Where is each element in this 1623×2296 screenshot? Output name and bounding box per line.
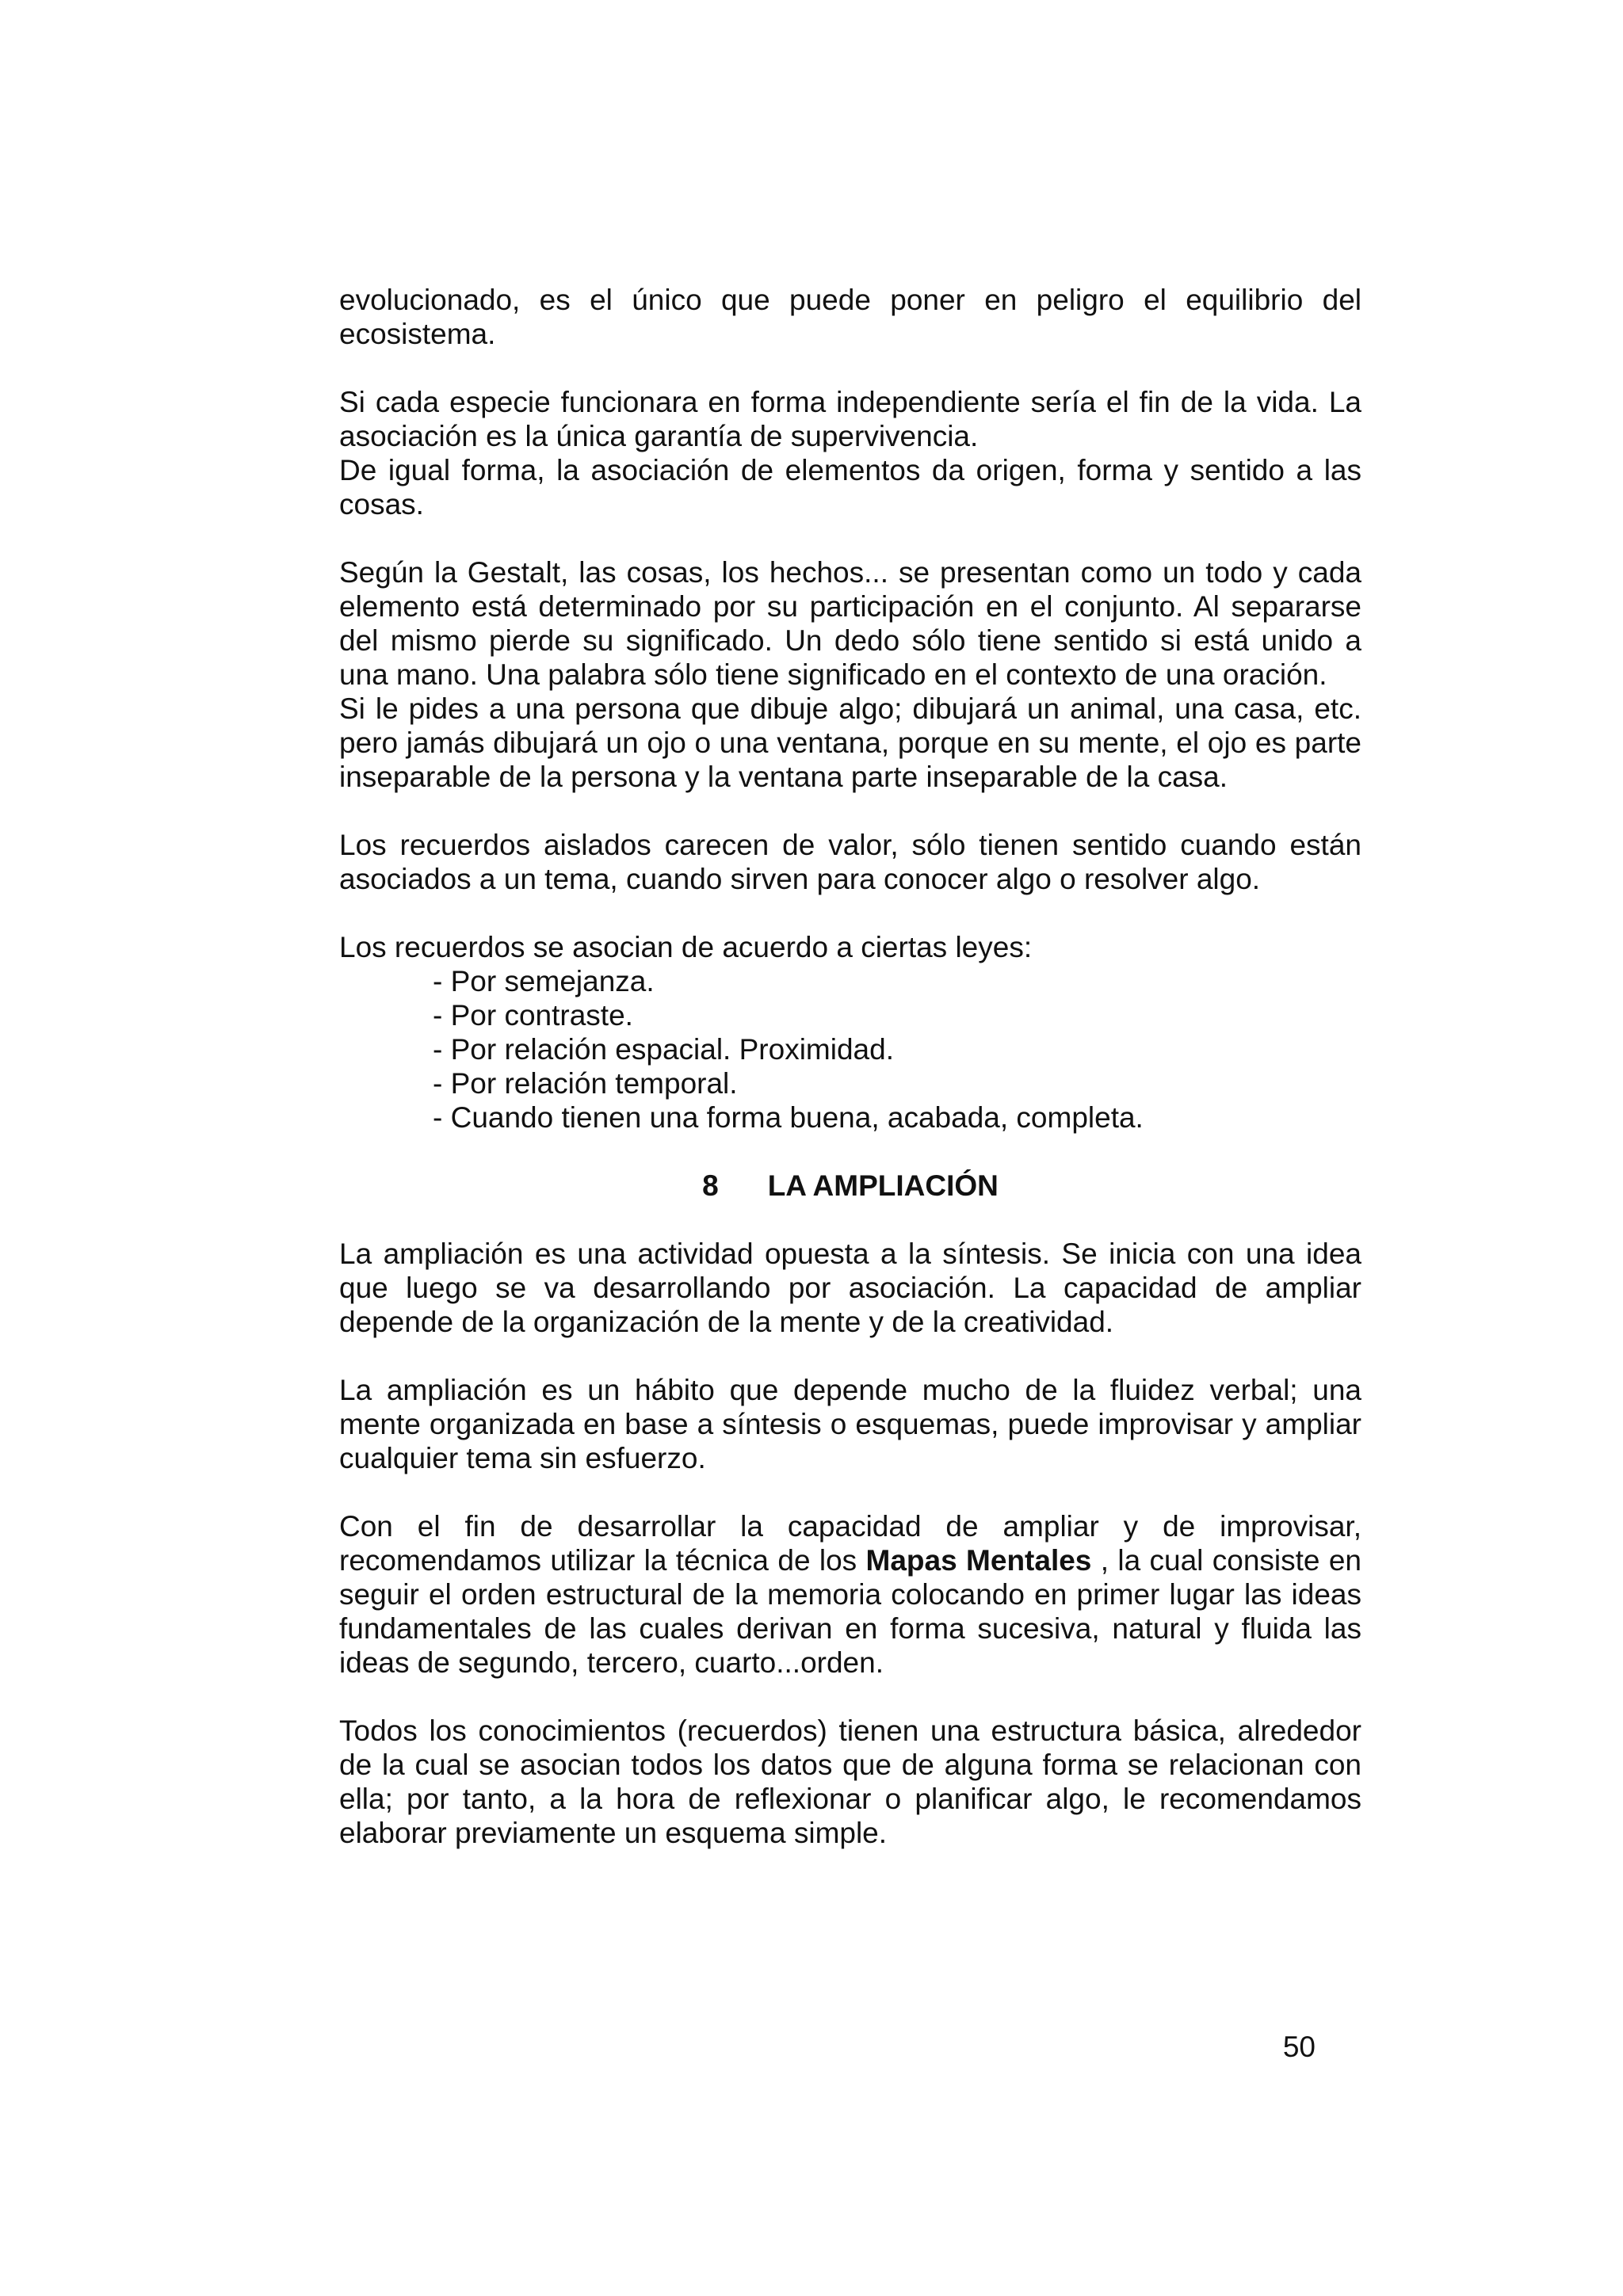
paragraph-leyes-asociacion [339,930,1361,1135]
paragraph-asociacion [339,385,1361,521]
list-intro: Los recuerdos se asocian de acuerdo a ciertas leyes: [339,931,1033,963]
page-content [339,283,1361,1884]
paragraph-conocimientos [339,1714,1361,1850]
text-line: de la cual se asocian todos los datos que de alguna forma se relacionan con [339,1749,1361,1781]
text-fragment: , la cual consiste en [1091,1544,1361,1577]
paragraph-mapas-mentales [339,1509,1361,1680]
text-line: que luego se va desarrollando por asociación. La capacidad de ampliar [339,1272,1361,1304]
list-item: - Por relación temporal. [433,1067,738,1100]
text-line: cosas. [339,488,424,521]
section-title: LA AMPLIACIÓN [767,1169,999,1202]
text-line: asociados a un tema, cuando sirven para conocer algo o resolver algo. [339,863,1261,895]
text-line: pero jamás dibujará un ojo o una ventana, porque en su mente, el ojo es parte [339,727,1361,759]
text-line: elemento está determinado por su participación en el conjunto. Al separarse [339,590,1361,623]
list-item: - Cuando tienen una forma buena, acabada, completa. [433,1101,1144,1134]
list-item: - Por contraste. [433,999,633,1032]
paragraph-ampliacion-habito [339,1373,1361,1475]
text-line: depende de la organización de la mente y de la creatividad. [339,1306,1114,1338]
page-number: 50 [1282,2031,1316,2063]
bold-term-mapas-mentales: Mapas Mentales [865,1544,1092,1577]
text-line: Según la Gestalt, las cosas, los hechos... se presentan como un todo y cada [339,556,1361,589]
text-line: Si le pides a una persona que dibuje algo; dibujará un animal, una casa, etc. [339,692,1361,725]
text-line: Con el fin de desarrollar la capacidad de ampliar y de improvisar, [339,1510,1361,1543]
text-line: fundamentales de las cuales derivan en forma sucesiva, natural y fluida las [339,1612,1361,1645]
text-line: seguir el orden estructural de la memoria colocando en primer lugar las ideas [339,1578,1361,1611]
text-line: La ampliación es una actividad opuesta a la síntesis. Se inicia con una idea [339,1238,1361,1270]
text-fragment: recomendamos utilizar la técnica de los [339,1544,866,1577]
text-line: asociación es la única garantía de supervivencia. [339,420,979,452]
section-heading [339,1169,1361,1203]
text-line: elaborar previamente un esquema simple. [339,1817,888,1849]
text-line: ideas de segundo, tercero, cuarto...orden. [339,1646,884,1679]
text-line: Los recuerdos aislados carecen de valor, sólo tienen sentido cuando están [339,829,1361,861]
text-line: una mano. Una palabra sólo tiene significado en el contexto de una oración. [339,658,1327,691]
paragraph-recuerdos-aislados [339,828,1361,896]
text-line: La ampliación es un hábito que depende mucho de la fluidez verbal; una [339,1374,1361,1406]
paragraph-ecosistema [339,283,1361,351]
text-line: mente organizada en base a síntesis o esquemas, puede improvisar y ampliar [339,1408,1361,1440]
text-line: inseparable de la persona y la ventana parte inseparable de la casa. [339,761,1228,793]
text-line: del mismo pierde su significado. Un dedo sólo tiene sentido si está unido a [339,624,1361,657]
list-item: - Por semejanza. [433,965,655,997]
text-line: evolucionado, es el único que puede poner en peligro el equilibrio del [339,284,1361,316]
text-line: Todos los conocimientos (recuerdos) tienen una estructura básica, alrededor [339,1714,1361,1747]
paragraph-gestalt [339,555,1361,794]
text-line: De igual forma, la asociación de elementos da origen, forma y sentido a las [339,454,1361,486]
text-line-with-bold [339,1543,1361,1577]
section-number: 8 [702,1169,719,1202]
text-line: Si cada especie funcionara en forma independiente sería el fin de la vida. La [339,386,1361,418]
text-line: cualquier tema sin esfuerzo. [339,1442,706,1474]
laws-list [339,964,1361,1135]
text-line: ella; por tanto, a la hora de reflexionar o planificar algo, le recomendamos [339,1783,1361,1815]
list-item: - Por relación espacial. Proximidad. [433,1033,894,1066]
text-line: ecosistema. [339,318,496,350]
paragraph-ampliacion-definicion [339,1237,1361,1339]
